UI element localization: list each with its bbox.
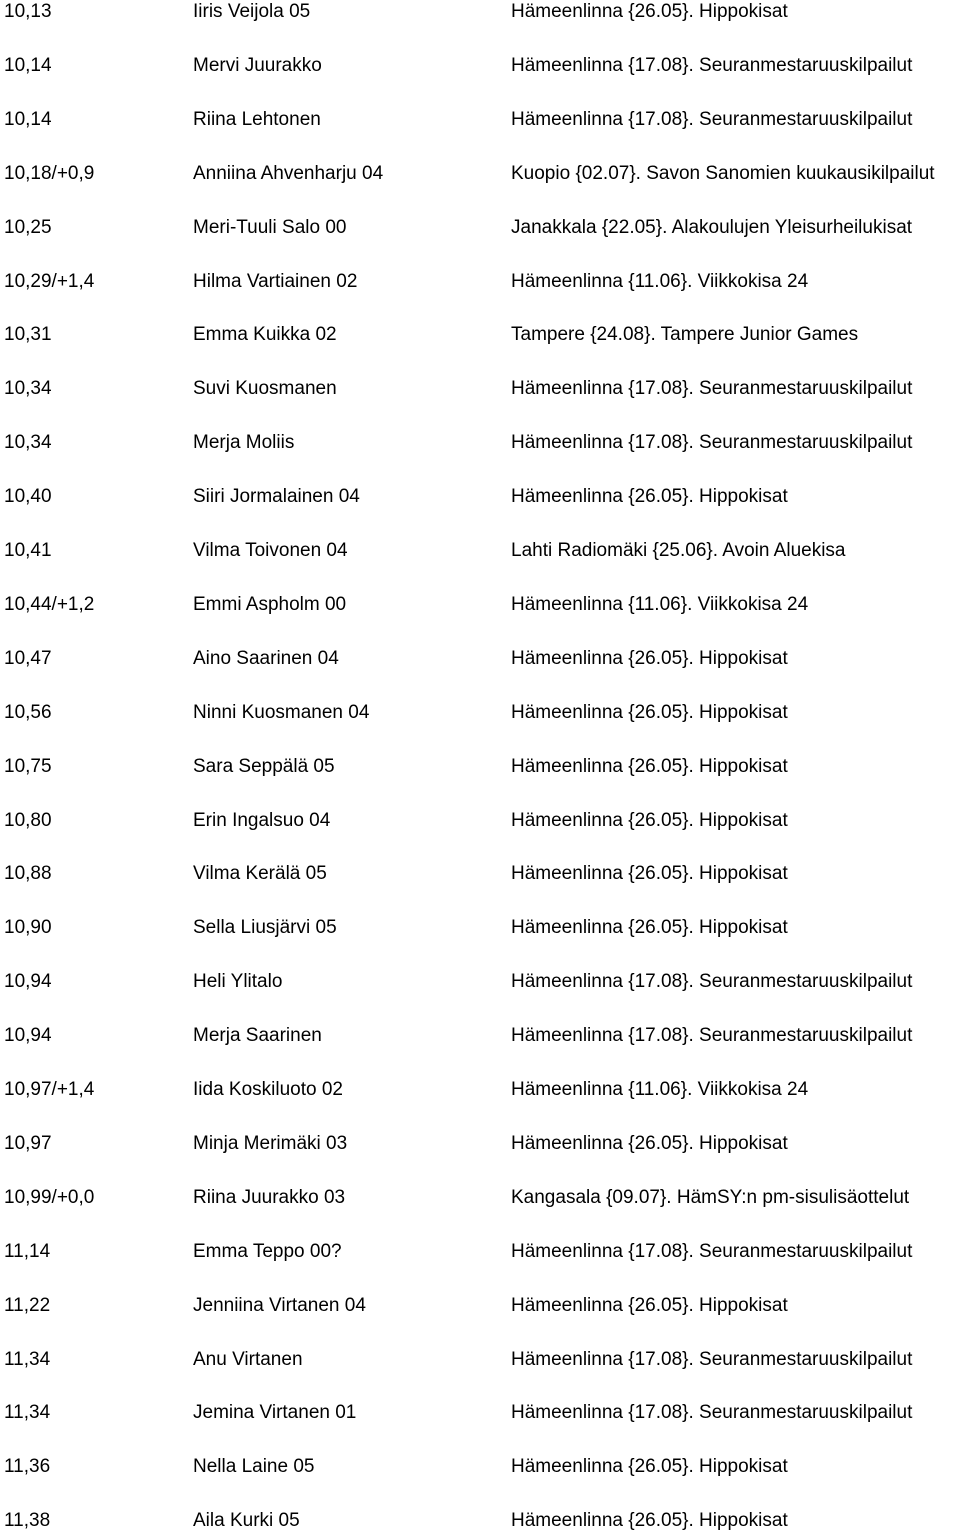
athlete-name: Emmi Aspholm 00 [193, 593, 347, 615]
result-value: 11,38 [4, 1510, 51, 1532]
result-row [0, 428, 960, 458]
result-row [0, 482, 960, 512]
result-value: 10,97/+1,4 [4, 1079, 95, 1100]
athlete-name: Heli Ylitalo [193, 971, 283, 993]
athlete-name: Merja Saarinen [193, 1025, 322, 1047]
result-row [0, 1021, 960, 1051]
competition-info: Hämeenlinna {17.08}. Seuranmestaruuskilpailut [511, 54, 913, 76]
result-row [0, 698, 960, 728]
athlete-name: Aila Kurki 05 [193, 1510, 300, 1532]
result-value: 10,44/+1,2 [4, 593, 95, 615]
competition-info: Hämeenlinna {26.05}. Hippokisat [511, 1456, 788, 1478]
competition-info: Hämeenlinna {26.05}. Hippokisat [511, 863, 788, 885]
competition-info: Hämeenlinna {17.08}. Seuranmestaruuskilpailut [511, 1402, 913, 1424]
athlete-name: Suvi Kuosmanen [193, 378, 337, 400]
athlete-name: Siiri Jormalainen 04 [193, 486, 360, 508]
competition-info: Hämeenlinna {11.06}. Viikkokisa 24 [511, 1079, 809, 1100]
athlete-name: Riina Lehtonen [193, 108, 321, 130]
result-value: 10,34 [4, 432, 52, 454]
competition-info: Hämeenlinna {17.08}. Seuranmestaruuskilpailut [511, 1025, 913, 1047]
competition-info: Hämeenlinna {26.05}. Hippokisat [511, 755, 788, 777]
competition-info: Hämeenlinna {26.05}. Hippokisat [511, 1, 788, 22]
result-row [0, 1183, 960, 1213]
result-row [0, 806, 960, 836]
result-value: 10,14 [4, 108, 52, 130]
athlete-name: Anu Virtanen [193, 1348, 303, 1370]
result-row [0, 859, 960, 889]
result-row [0, 1075, 960, 1105]
competition-info: Hämeenlinna {11.06}. Viikkokisa 24 [511, 593, 809, 615]
competition-info: Hämeenlinna {17.08}. Seuranmestaruuskilpailut [511, 971, 913, 993]
competition-info: Hämeenlinna {26.05}. Hippokisat [511, 701, 788, 723]
result-value: 10,47 [4, 647, 52, 669]
competition-info: Hämeenlinna {17.08}. Seuranmestaruuskilpailut [511, 1348, 913, 1370]
result-value: 11,34 [4, 1348, 51, 1370]
result-value: 11,14 [4, 1240, 51, 1262]
result-value: 10,41 [4, 540, 52, 561]
result-value: 10,90 [4, 917, 52, 939]
result-row [0, 590, 960, 620]
competition-info: Kangasala {09.07}. HämSY:n pm-sisulisäottelut [511, 1186, 910, 1208]
athlete-name: Ninni Kuosmanen 04 [193, 701, 370, 723]
competition-info: Hämeenlinna {17.08}. Seuranmestaruuskilpailut [511, 108, 913, 130]
competition-info: Hämeenlinna {11.06}. Viikkokisa 24 [511, 270, 809, 292]
result-row [0, 320, 960, 350]
athlete-name: Merja Moliis [193, 432, 295, 454]
competition-info: Hämeenlinna {17.08}. Seuranmestaruuskilpailut [511, 432, 913, 454]
athlete-name: Aino Saarinen 04 [193, 647, 339, 669]
result-row [0, 105, 960, 135]
athlete-name: Mervi Juurakko [193, 54, 322, 76]
athlete-name: Iiris Veijola 05 [193, 1, 311, 22]
athlete-name: Nella Laine 05 [193, 1456, 315, 1478]
result-row [0, 644, 960, 674]
athlete-name: Sella Liusjärvi 05 [193, 917, 337, 939]
result-value: 10,25 [4, 216, 52, 238]
result-value: 10,29/+1,4 [4, 270, 95, 292]
athlete-name: Hilma Vartiainen 02 [193, 270, 358, 292]
competition-info: Kuopio {02.07}. Savon Sanomien kuukausikilpailut [511, 162, 935, 184]
competition-info: Tampere {24.08}. Tampere Junior Games [511, 324, 859, 346]
result-row [0, 1398, 960, 1428]
competition-info: Janakkala {22.05}. Alakoulujen Yleisurheilukisat [511, 216, 913, 238]
athlete-name: Emma Teppo 00? [193, 1240, 342, 1262]
result-value: 10,14 [4, 54, 52, 76]
result-value: 10,94 [4, 1025, 52, 1047]
result-value: 10,13 [4, 1, 52, 22]
result-row [0, 1506, 960, 1536]
result-row [0, 913, 960, 943]
result-row [0, 1452, 960, 1482]
athlete-name: Emma Kuikka 02 [193, 324, 337, 346]
athlete-name: Anniina Ahvenharju 04 [193, 162, 384, 184]
result-row [0, 213, 960, 243]
competition-info: Hämeenlinna {26.05}. Hippokisat [511, 1510, 788, 1532]
athlete-name: Meri-Tuuli Salo 00 [193, 216, 347, 238]
competition-info: Hämeenlinna {17.08}. Seuranmestaruuskilpailut [511, 1240, 913, 1262]
competition-info: Hämeenlinna {17.08}. Seuranmestaruuskilpailut [511, 378, 913, 400]
athlete-name: Jenniina Virtanen 04 [193, 1294, 366, 1316]
result-value: 10,75 [4, 755, 52, 777]
result-row [0, 1291, 960, 1321]
result-value: 10,31 [4, 324, 52, 346]
result-value: 10,40 [4, 486, 52, 508]
competition-info: Hämeenlinna {26.05}. Hippokisat [511, 486, 788, 508]
competition-info: Hämeenlinna {26.05}. Hippokisat [511, 1294, 788, 1316]
athlete-name: Erin Ingalsuo 04 [193, 809, 331, 831]
competition-info: Hämeenlinna {26.05}. Hippokisat [511, 1132, 788, 1154]
result-row [0, 1345, 960, 1375]
result-value: 10,88 [4, 863, 52, 885]
competition-info: Hämeenlinna {26.05}. Hippokisat [511, 917, 788, 939]
athlete-name: Minja Merimäki 03 [193, 1132, 348, 1154]
result-row [0, 967, 960, 997]
competition-info: Hämeenlinna {26.05}. Hippokisat [511, 809, 788, 831]
result-value: 11,36 [4, 1456, 51, 1478]
result-row [0, 267, 960, 297]
result-value: 11,34 [4, 1402, 51, 1424]
competition-info: Hämeenlinna {26.05}. Hippokisat [511, 647, 788, 669]
athlete-name: Vilma Toivonen 04 [193, 540, 348, 561]
result-row [0, 374, 960, 404]
result-row [0, 0, 960, 27]
result-row [0, 536, 960, 566]
result-row [0, 51, 960, 81]
result-value: 10,99/+0,0 [4, 1186, 95, 1208]
result-value: 11,22 [4, 1294, 51, 1316]
result-value: 10,97 [4, 1132, 52, 1154]
athlete-name: Riina Juurakko 03 [193, 1186, 346, 1208]
athlete-name: Sara Seppälä 05 [193, 755, 335, 777]
result-row [0, 1237, 960, 1267]
result-value: 10,80 [4, 809, 52, 831]
result-value: 10,56 [4, 701, 52, 723]
athlete-name: Iida Koskiluoto 02 [193, 1079, 343, 1100]
result-row [0, 1129, 960, 1159]
result-row [0, 752, 960, 782]
result-value: 10,18/+0,9 [4, 162, 95, 184]
result-row [0, 159, 960, 189]
result-value: 10,34 [4, 378, 52, 400]
result-value: 10,94 [4, 971, 52, 993]
athlete-name: Vilma Kerälä 05 [193, 863, 327, 885]
competition-info: Lahti Radiomäki {25.06}. Avoin Aluekisa [511, 540, 846, 561]
athlete-name: Jemina Virtanen 01 [193, 1402, 357, 1424]
